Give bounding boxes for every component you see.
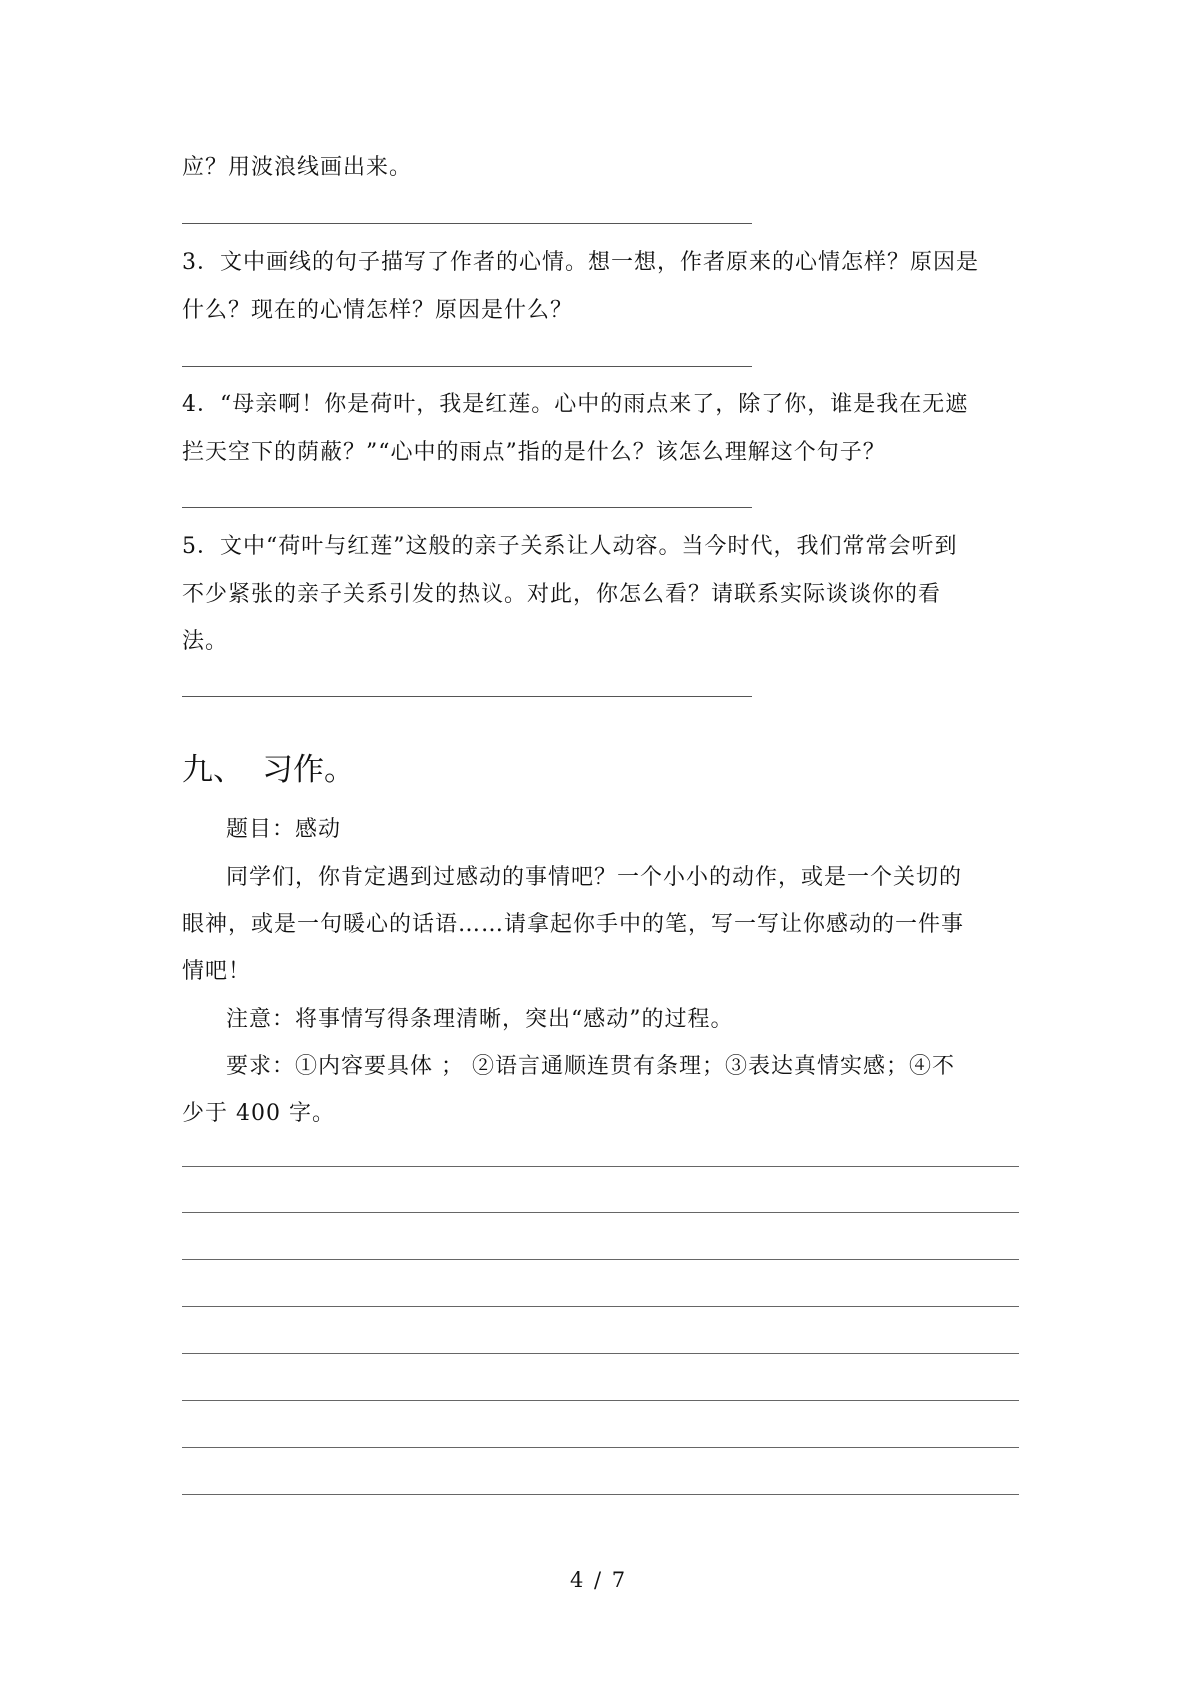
essay-prompt-line-2: 眼神，或是一句暖心的话语……请拿起你手中的笔，写一写让你感动的一件事 [182,912,965,937]
essay-prompt-line-3: 情吧！ [182,959,252,984]
question-3-line-2: 什么？现在的心情怎样？原因是什么？ [182,298,574,323]
writing-line[interactable] [182,1353,1019,1354]
answer-line-q3[interactable] [182,366,752,367]
writing-line[interactable] [182,1259,1019,1260]
writing-line[interactable] [182,1494,1019,1495]
essay-requirements-line-1: 要求：①内容要具体 ； ②语言通顺连贯有条理；③表达真情实感；④不 [226,1054,955,1079]
answer-line-q4[interactable] [182,507,752,508]
question-4-line-2: 拦天空下的荫蔽？”“心中的雨点”指的是什么？该怎么理解这个句子？ [182,440,886,465]
question-5-line-2: 不少紧张的亲子关系引发的热议。对此，你怎么看？请联系实际谈谈你的看 [182,582,942,607]
writing-line[interactable] [182,1306,1019,1307]
writing-line[interactable] [182,1212,1019,1213]
essay-requirements-line-2: 少于 400 字。 [182,1101,335,1126]
section-9-number: 九、 [182,752,244,788]
question-5-line-1: 5．文中“荷叶与红莲”这般的亲子关系让人动容。当今时代，我们常常会听到 [182,534,958,559]
question-4-line-1: 4．“母亲啊！你是荷叶，我是红莲。心中的雨点来了，除了你，谁是我在无遮 [182,392,969,417]
essay-topic: 题目：感动 [226,817,342,842]
question-3-line-1: 3．文中画线的句子描写了作者的心情。想一想，作者原来的心情怎样？原因是 [182,250,979,275]
essay-prompt-line-1: 同学们，你肯定遇到过感动的事情吧？一个小小的动作，或是一个关切的 [226,865,963,890]
question-2-tail: 应？用波浪线画出来。 [182,155,413,180]
section-9-title: 习作。 [262,752,355,788]
answer-line-q2[interactable] [182,223,752,224]
page-number: 4 / 7 [570,1568,628,1592]
writing-line[interactable] [182,1400,1019,1401]
writing-line[interactable] [182,1166,1019,1167]
writing-line[interactable] [182,1447,1019,1448]
essay-note: 注意：将事情写得条理清晰，突出“感动”的过程。 [226,1007,734,1032]
answer-line-q5[interactable] [182,696,752,697]
question-5-line-3: 法。 [182,629,229,654]
